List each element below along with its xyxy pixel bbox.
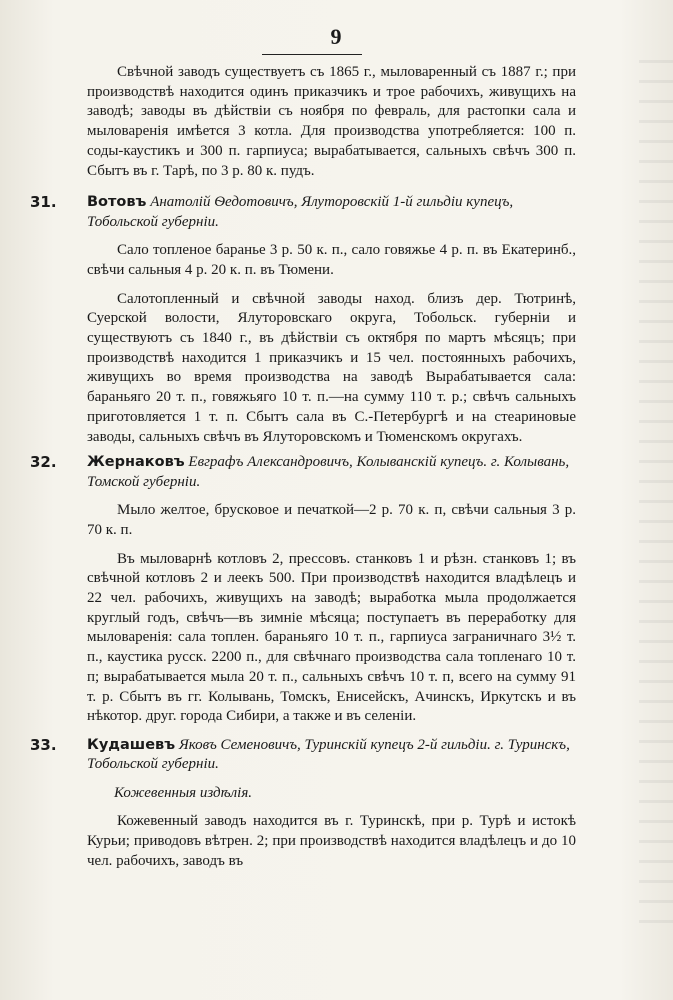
paragraph-description-33 [54,812,576,871]
paragraph-factory-description [54,63,576,181]
entry-description: Яковъ Семеновичъ, Туринскій купецъ 2-й гильдіи. г. Туринскъ, Тобольской губерніи. [87,736,570,773]
entry-description: Евграфъ Александровичъ, Колыванскій купецъ. г. Колывань, Томской губерніи. [87,454,570,490]
paragraph-text: Салотопленный и свѣчной заводы наход. близъ дер. Тютринѣ, Суерской волости, Ялуторовскаго округа, Тобольск. губерніи и существуютъ съ 1840 г., въ дѣйствіи съ октября по мартъ мѣсяцъ; при производствѣ находится 1 приказчикъ и 15 чел. постоянныхъ рабочихъ, живущихъ во время производства на заводѣ Вырабатывается сала: бараньяго 20 т. п., говяжьяго 10 т. п.—на сумму 110 т. р.; свѣчъ сальныхъ приготовляется 1 т. п. Сбытъ сала въ С.-Петербургѣ и на стеариновые заводы, сальныхъ свѣчъ въ Ялуторовскомъ и Тюменскомъ округахъ. [87,290,576,445]
header-rule [262,54,362,55]
paragraph-prices-31 [54,241,576,280]
entry-32 [30,453,576,492]
paragraph-description-31 [54,290,576,448]
page-body [30,63,576,872]
paragraph-text: Сало топленое баранье 3 р. 50 к. п., сало говяжье 4 р. п. въ Екатеринб., свѣчи сальныя 4 р. 20 к. п. въ Тюмени. [87,242,576,278]
entry-surname: Кудашевъ [87,736,176,753]
entry-31 [30,193,576,232]
section-subheading: Кожевенныя издѣлія. [114,784,253,801]
page-number: 9 [330,24,343,49]
entry-surname: Вотовъ [87,194,147,211]
entry-number: 33. [30,735,57,754]
paragraph-text: Свѣчной заводъ существуетъ съ 1865 г., мыловаренный съ 1887 г.; при производствѣ находится одинъ приказчикъ и трое рабочихъ, живущихъ на заводѣ; заводы въ дѣйствіи съ ноября по февраль, для растопки сала и мыловаренія имѣется 3 котла. Для производства употребляется: 100 п. соды-каустикъ и 300 п. гарпиуса; вырабатывается, сальныхъ свѣчъ 300 п. Сбытъ въ г. Тарѣ, по 3 р. 80 к. пудъ. [87,64,576,179]
bleed-through-margin [639,60,673,940]
paragraph-text: Въ мыловарнѣ котловъ 2, прессовъ. станковъ 1 и рѣзн. станковъ 1; въ свѣчной котловъ 2 и леекъ 500. При производствѣ находится владѣлецъ и 22 чел. рабочихъ, живущихъ на заводѣ; выработка мыла продолжается круглый годъ, свѣчъ—въ зимніе мѣсяца; поступаетъ въ переработку для мыловаренія: сала топлен. бараньяго 10 т. п., гарпиуса заграничнаго 3½ т. п., каустика русск. 2200 п., для свѣчнаго производства сала топленаго 10 т. п; вырабатывается мыла 20 т. п., сальныхъ свѣчъ 10 т. п, всего на сумму 91 т. р. Сбытъ въ гг. Колывань, Томскъ, Енисейскъ, Ачинскъ, Иркутскъ и въ нѣкотор. друг. города Сибири, а также и въ селеніи. [87,550,576,725]
entry-surname: Жернаковъ [87,454,185,471]
entry-33 [30,735,576,775]
entry-number: 31. [30,193,57,212]
entry-description: Анатолій Ѳедотовичъ, Ялуторовскій 1-й гильдіи купецъ, Тобольской губерніи. [87,194,514,230]
paragraph-text: Кожевенный заводъ находится въ г. Туринскѣ, при р. Турѣ и истокѣ Курьи; приводовъ вѣтрен. 2; при производствѣ находится владѣлецъ и до 10 чел. рабочихъ, заводъ въ [87,813,576,869]
paragraph-prices-32 [54,501,576,540]
paragraph-description-32 [54,550,576,727]
entry-number: 32. [30,453,57,472]
paragraph-text: Мыло желтое, брусковое и печаткой—2 р. 70 к. п, свѣчи сальныя 3 р. 70 к. п. [87,502,576,538]
